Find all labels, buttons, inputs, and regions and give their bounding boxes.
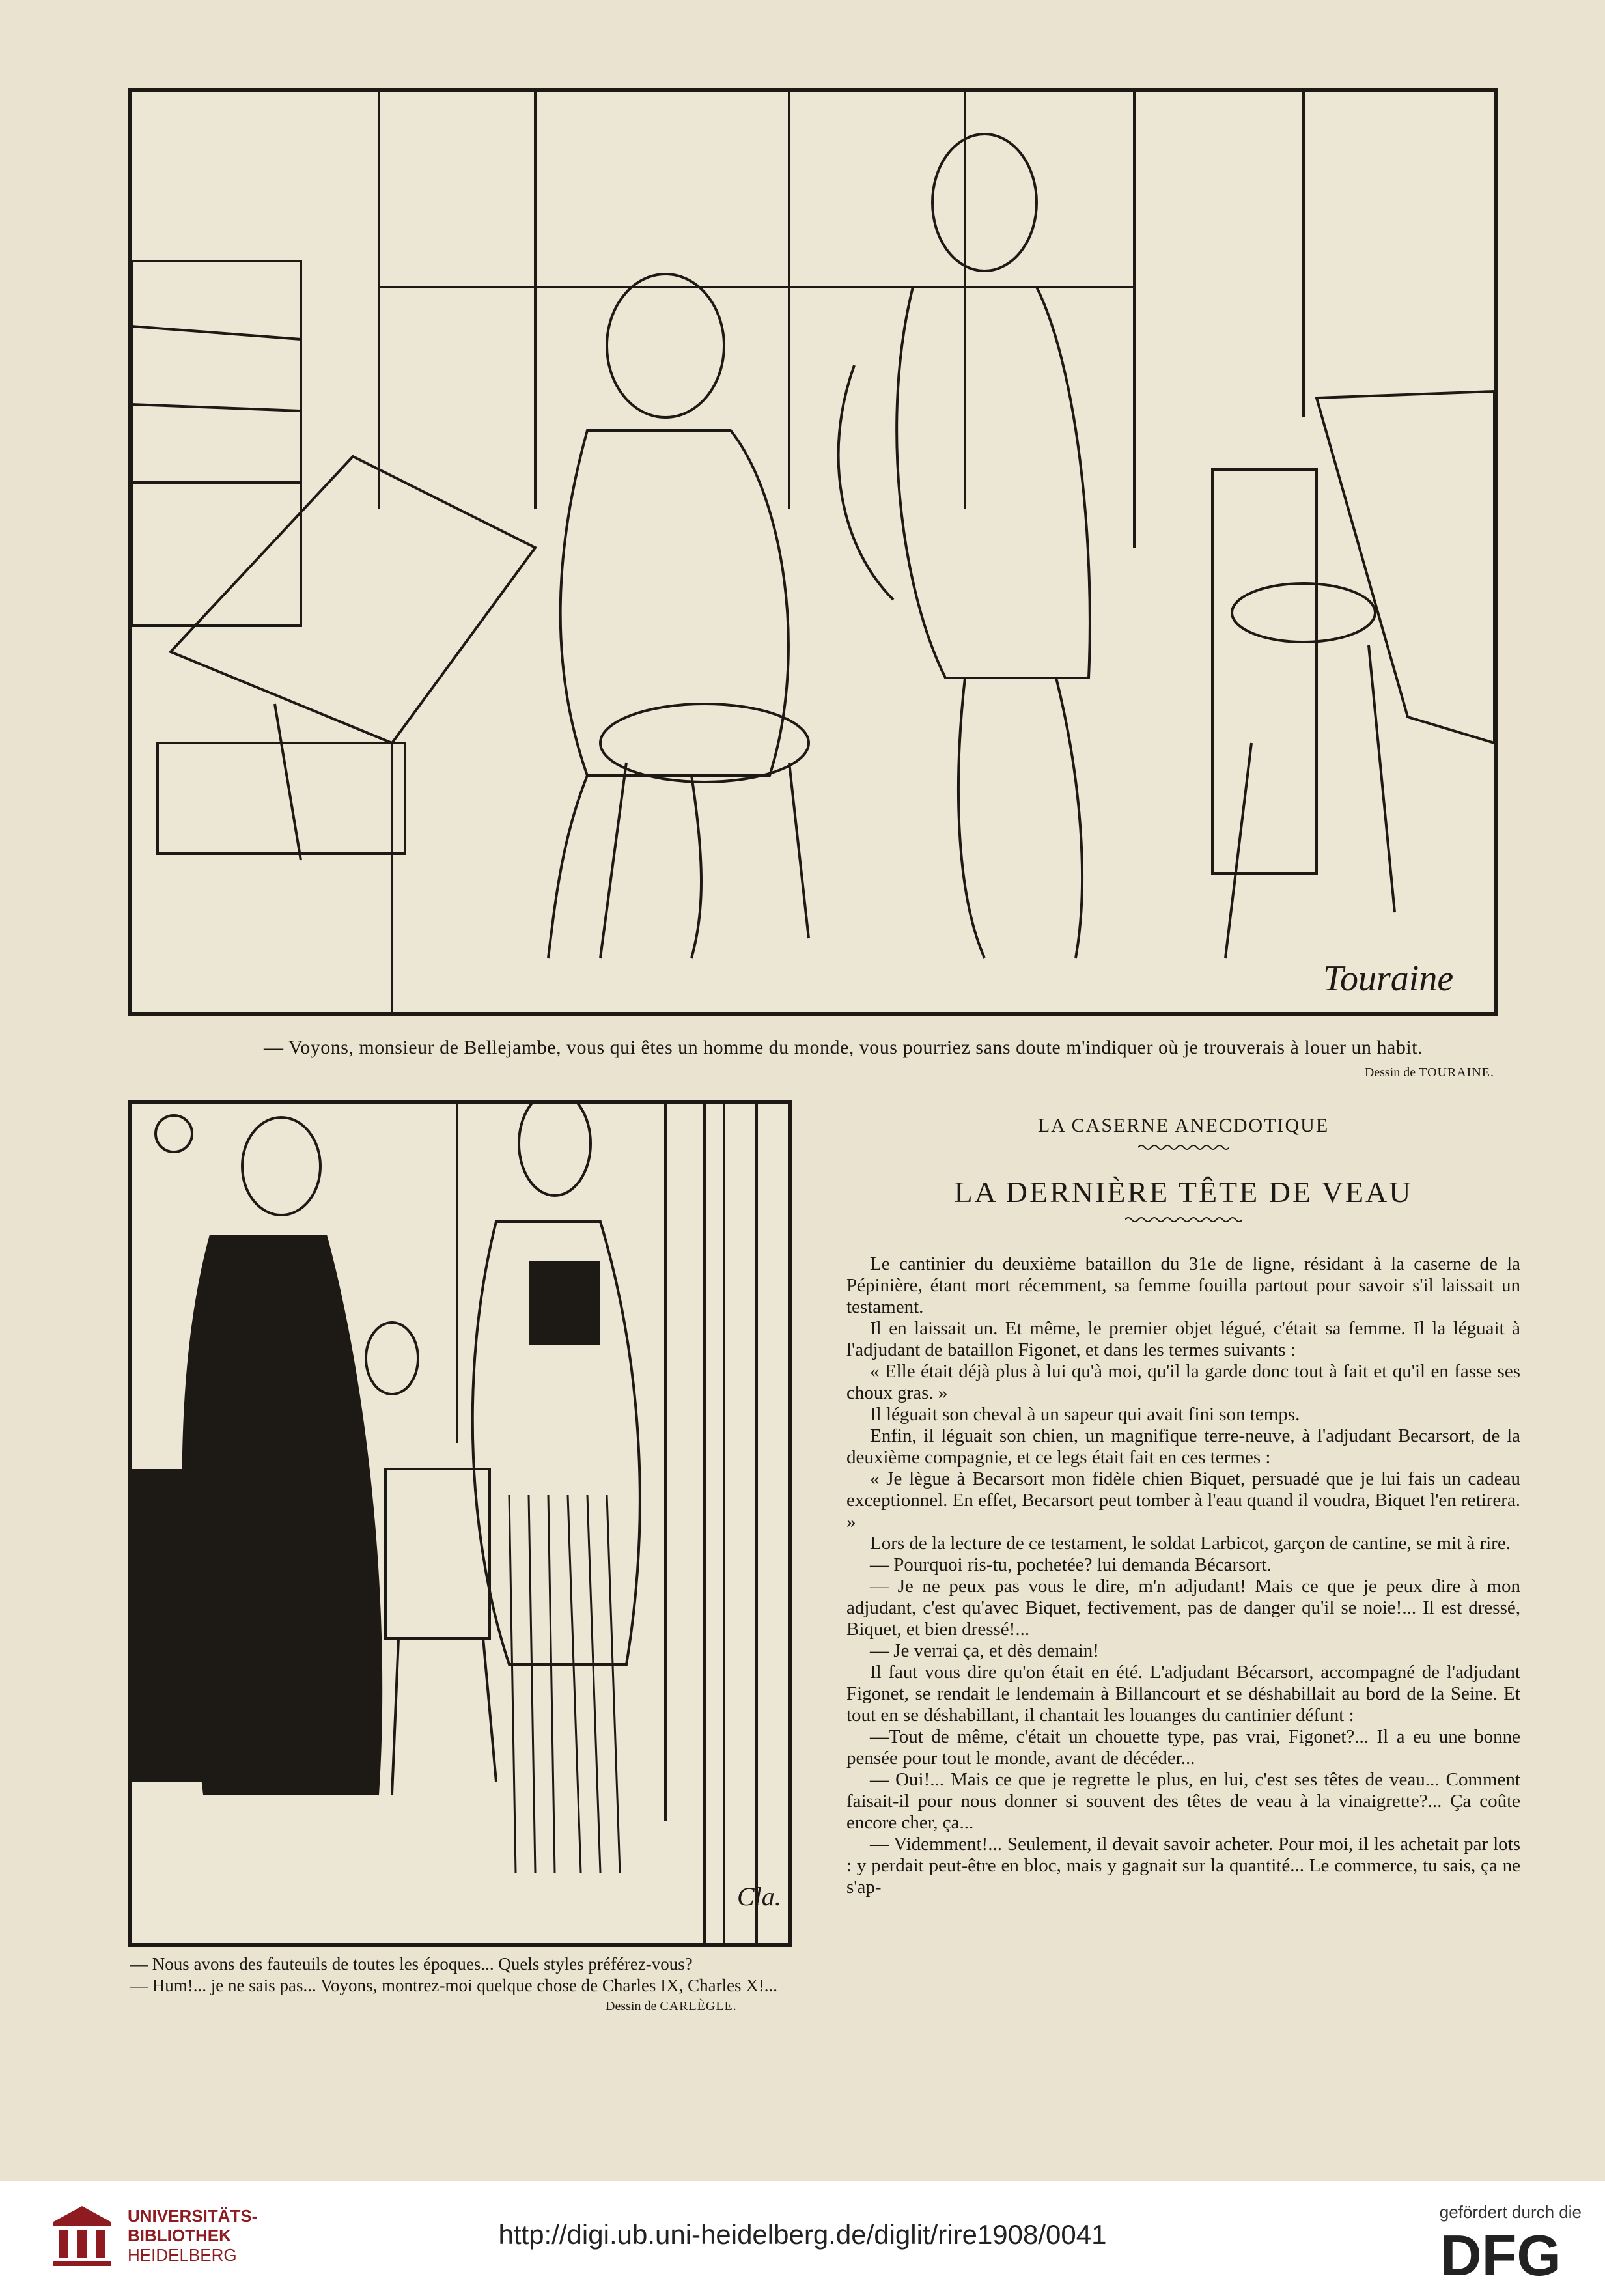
article-paragraph: — Videmment!... Seulement, il devait savoir acheter. Pour moi, il les achetait par lots : y perdait peut-être en bloc, mais y gagnait sur la quantité... Le commerce, tu sais, ça ne s'ap-: [846, 1834, 1520, 1897]
bottom-credit-name: CARLÈGLE.: [660, 1999, 737, 2013]
sponsor-note: gefördert durch die: [1439, 2202, 1582, 2222]
article-paragraph: — Je ne peux pas vous le dire, m'n adjudant! Mais ce que je peux dire à mon adjudant, c'est qu'avec Biquet, fectivement, pas de danger qu'il se noie!... Il est dressé, Biquet, et bien dressé!...: [846, 1576, 1520, 1640]
top-illustration: [128, 88, 1498, 1016]
bottom-caption-line: — Hum!... je ne sais pas... Voyons, montrez-moi quelque chose de Charles IX, Charles X!...: [130, 1976, 778, 1995]
article-paragraph: Il léguait son cheval à un sapeur qui avait fini son temps.: [870, 1404, 1300, 1425]
article-paragraph: —Tout de même, c'était un chouette type, pas vrai, Figonet?... Il a eu une bonne pensée pour tout le monde, avant de décéder...: [846, 1726, 1520, 1769]
dfg-logo-icon[interactable]: [1423, 2228, 1579, 2280]
article-paragraph: « Je lègue à Becarsort mon fidèle chien Biquet, persuadé que je lui fais un cadeau exceptionnel. En effet, Becarsort peut tomber à l'eau quand il voudra, Biquet l'en retirera. »: [846, 1468, 1520, 1532]
article: [846, 1107, 1520, 1898]
article-paragraph: Lors de la lecture de ce testament, le soldat Larbicot, garçon de cantine, se mit à rire.: [870, 1533, 1511, 1554]
dfg-logo-text: DFG: [1440, 2228, 1561, 2280]
university-name-line: UNIVERSITÄTS-: [128, 2206, 258, 2226]
article-paragraph: — Oui!... Mais ce que je regrette le plus, en lui, c'est ses têtes de veau... Comment faisait-il pour nous donner si souvent des têtes de veau à la vinaigrette?... Ça coûte encore cher, ça...: [846, 1769, 1520, 1833]
article-paragraph: « Elle était déjà plus à lui qu'à moi, qu'il la garde donc tout à fait et qu'il en fasse ses choux gras. »: [846, 1361, 1520, 1403]
article-rubric: LA CASERNE ANECDOTIQUE: [1037, 1115, 1330, 1136]
article-paragraph: Il faut vous dire qu'on était en été. L'adjudant Bécarsort, accompagné de l'adjudant Figonet, se rendait le lendemain à Billancourt et se déshabillait au bord de la Seine. Et tout en se déshabillant, il chantait les louanges du cantinier défunt :: [846, 1662, 1520, 1726]
article-headline: LA DERNIÈRE TÊTE DE VEAU: [954, 1175, 1413, 1209]
bottom-caption: [117, 1953, 788, 1996]
article-paragraph: Le cantinier du deuxième bataillon du 31e de ligne, résidant à la caserne de la Pépinière, étant mort récemment, sa femme fouilla partout pour savoir s'il laissait un testament.: [846, 1253, 1520, 1317]
bottom-illustration: [128, 1100, 792, 1947]
top-caption: — Voyons, monsieur de Bellejambe, vous qui êtes un homme du monde, vous pourriez sans doute m'indiquer où je trouverais à louer un habit.: [264, 1037, 1423, 1058]
article-paragraph: — Pourquoi ris-tu, pochetée? lui demanda Bécarsort.: [870, 1554, 1272, 1575]
permalink-url[interactable]: http://digi.ub.uni-heidelberg.de/diglit/rire1908/0041: [498, 2219, 1107, 2250]
top-credit-prefix: Dessin de: [1364, 1065, 1419, 1080]
article-paragraph: Il en laissait un. Et même, le premier objet légué, c'était sa femme. Il la léguait à l'adjudant de bataillon Figonet, et dans les termes suivants :: [846, 1318, 1520, 1360]
bottom-signature: Cla.: [737, 1882, 781, 1911]
article-paragraph: — Je verrai ça, et dès demain!: [870, 1640, 1099, 1661]
top-illustration-drawing: [132, 92, 1494, 1012]
top-credit: [1365, 1065, 1494, 1080]
ornament-squiggle: [1125, 1216, 1242, 1224]
article-paragraph: Enfin, il léguait son chien, un magnifique terre-neuve, à l'adjudant Becarsort, de la deuxième compagnie, et ce legs était fait en ces termes :: [846, 1425, 1520, 1468]
top-signature: Touraine: [1323, 959, 1454, 999]
bottom-caption-line: — Nous avons des fauteuils de toutes les époques... Quels styles préférez-vous?: [130, 1954, 693, 1974]
university-name-line: BIBLIOTHEK: [128, 2226, 231, 2245]
bottom-credit-prefix: Dessin de: [606, 1999, 660, 2013]
bottom-credit: [606, 1999, 737, 2014]
ornament-squiggle: [1138, 1143, 1229, 1151]
article-body: [846, 1253, 1520, 1898]
university-name-line: HEIDELBERG: [128, 2245, 237, 2265]
footer-bar: [0, 2181, 1605, 2296]
top-credit-name: TOURAINE.: [1419, 1065, 1494, 1080]
bottom-illustration-drawing: [132, 1104, 788, 1943]
